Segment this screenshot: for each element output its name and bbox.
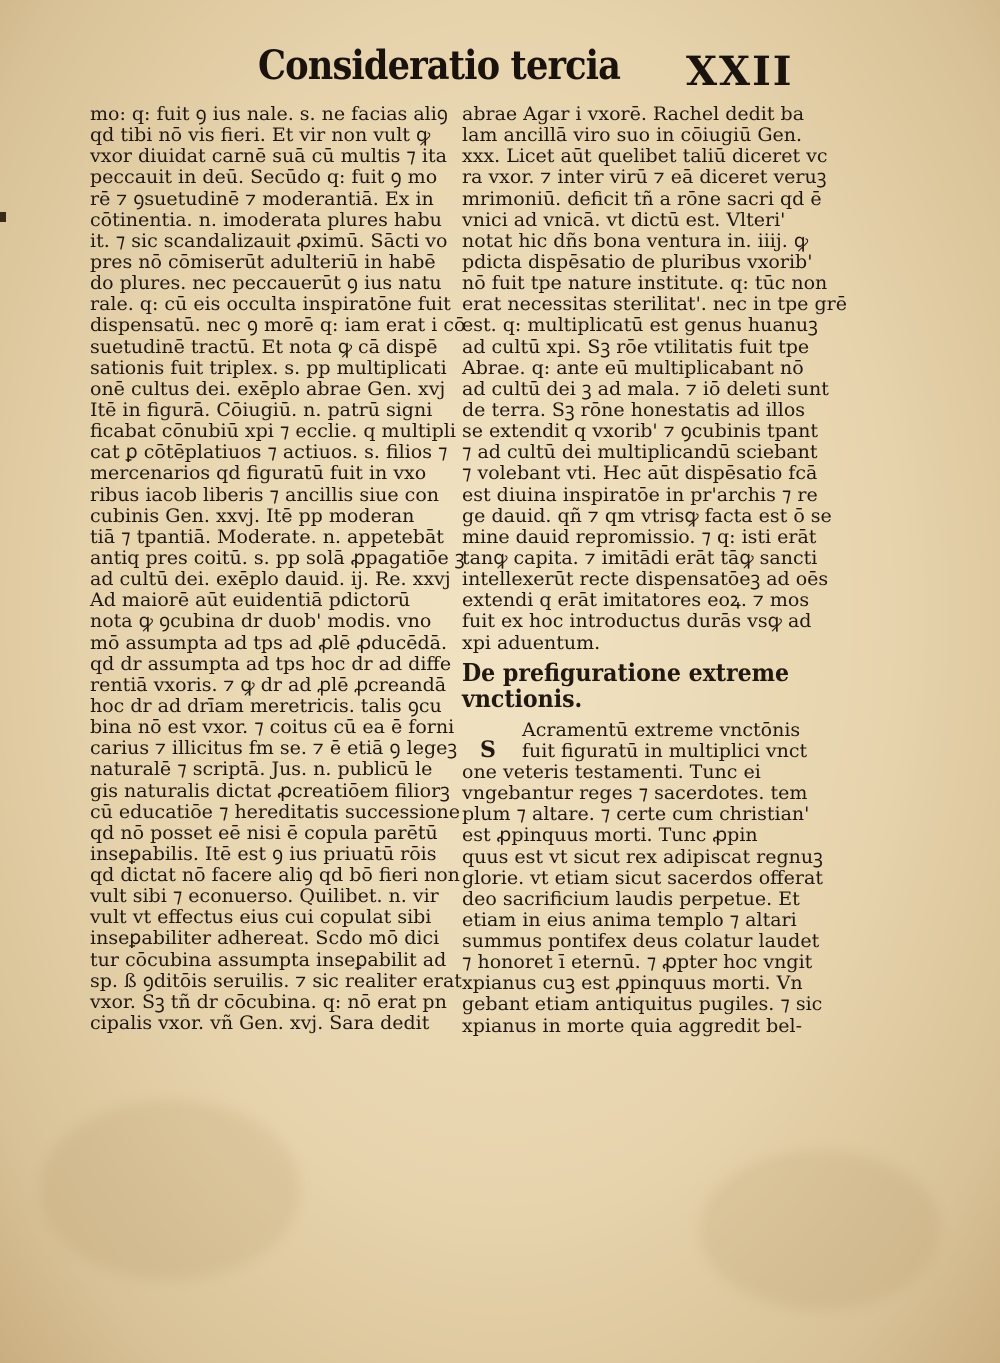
initial-letter: S [480,736,496,763]
left-column [90,103,466,1035]
text-line: gebant etiam antiquitus pugiles. ⁊ sic [462,993,823,1016]
text-line: Acramentū extreme vnctōnis [522,718,801,741]
text-line: lam ancillā viro suo in cōiugiū Gen. [462,124,803,147]
text-line: tanꝙ capita. ⁊ imitādi erāt tāꝙ sancti [462,546,818,569]
running-title: Consideratio tercia [258,42,621,89]
text-line: ad cultū dei. exēplo dauid. ij. Re. xxvj [90,568,451,591]
text-line: cū educatiōe ⁊ hereditatis successione [90,800,460,823]
section-heading-line: vnctionis. [462,683,583,713]
text-line: antiq pres coitū. s. pp solā ꝓpagatiōe ꝫ [90,546,465,569]
text-line: mine dauid repromissio. ⁊ q: isti erāt [462,525,817,548]
text-line: ⁊ honoret ī eternū. ⁊ ꝓpter hoc vngit [462,951,813,974]
text-line: fuit figuratū in multiplici vnct [522,739,808,762]
text-line: ribus iacob liberis ⁊ ancillis siue con [90,483,439,506]
text-line: qd nō posset eē nisi ē copula parētū [90,821,438,844]
text-line: se extendit q vxorib' ⁊ ꝯcubinis tpant [462,420,818,443]
text-line: summus pontifex deus colatur laudet [462,930,820,953]
text-line: cipalis vxor. vñ Gen. xvj. Sara dedit [90,1012,430,1035]
text-line: pdicta dispēsatio de pluribus vxorib' [462,250,813,273]
text-line: nō fuit tpe nature institute. q: tūc non [462,272,828,295]
text-line: etiam in eius anima templo ⁊ altari [462,908,797,931]
text-line: Itē in figurā. Cōiugiū. n. patrū signi [90,398,433,421]
text-line: rentiā vxoris. ⁊ ꝙ dr ad ꝓlē ꝓcreandā [90,673,447,696]
paper-stain [700,1150,940,1310]
text-line: cōtinentia. n. imoderata plures habu [90,208,442,231]
text-line: deo sacrificium laudis perpetue. Et [462,887,800,910]
text-line: pres nō cōmiserūt adulteriū in habē [90,250,436,273]
text-line: vult sibi ⁊ econuerso. Quilibet. n. vir [90,885,439,908]
text-line: vngebantur reges ⁊ sacerdotes. tem [462,782,808,805]
text-line: nota ꝙ ꝯcubina dr duob' modis. vno [90,610,432,633]
text-line: mercenarios qd figuratū fuit in vxo [90,462,427,485]
text-line: est ꝓpinquus morti. Tunc ꝓpin [462,824,758,847]
section-body [462,718,823,1037]
right-column [462,103,847,1037]
text-line: vxor diuidat carnē suā cū multis ⁊ ita [90,145,447,168]
text-line: rē ⁊ ꝯsuetudinē ⁊ moderantiā. Ex in [90,187,434,210]
text-line: inseꝑabilis. Itē est ꝯ ius priuatū rōis [90,842,437,865]
text-line: est diuina inspiratōe in pr'archis ⁊ re [462,483,818,506]
text-line: fuit ex hoc introductus durās vsꝙ ad [462,610,812,633]
text-line: xpianus cuꝫ est ꝓpinquus morti. Vn [462,972,803,995]
text-line: rale. q: cū eis occulta inspiratōne fuit [90,293,451,316]
text-line: cat ꝑ cōtēplatiuos ⁊ actiuos. s. filios ⁊ [90,441,448,464]
text-line: ⁊ ad cultū dei multiplicandū sciebant [462,441,818,464]
text-line: it. ⁊ sic scandalizauit ꝓximū. Sācti vo [90,229,448,252]
text-line: ⁊ volebant vti. Hec aūt dispēsatio fcā [462,462,818,485]
text-line: intellexerūt recte dispensatōeꝫ ad oēs [462,568,829,591]
text-line: vxor. Sꝫ tñ dr cōcubina. q: nō erat pn [90,990,447,1013]
text-line: gis naturalis dictat ꝓcreatiōem filiorꝫ [90,779,450,802]
text-line: glorie. vt etiam sicut sacerdos offerat [462,866,823,889]
text-line: ra vxor. ⁊ inter virū ⁊ eā diceret veruꝫ [462,166,827,189]
text-line: peccauit in deū. Secūdo q: fuit ꝯ mo [90,166,438,189]
text-line: mrimoniū. deficit tñ a rōne sacri qd ē [462,187,822,210]
text-line: qd tibi nō vis fieri. Et vir non vult ꝙ [90,124,431,147]
text-line: qd dr assumpta ad tps hoc dr ad diffe [90,652,452,675]
text-line: extendi q erāt imitatores eoꝝ. ⁊ mos [462,589,810,612]
text-line: xpianus in morte quia aggredit bel- [462,1014,802,1037]
text-line: ad cultū xpi. Sꝫ rōe vtilitatis fuit tpe [462,335,810,358]
paper-stain [40,1100,300,1280]
text-line: inseꝑabiliter adhereat. Scdo mō dici [90,927,440,950]
text-line: do plures. nec peccauerūt ꝯ ius natu [90,272,442,295]
text-line: plum ⁊ altare. ⁊ certe cum christian' [462,803,810,826]
text-line: est. q: multiplicatū est genus huanuꝫ [462,314,818,337]
text-line: de terra. Sꝫ rōne honestatis ad illos [462,398,806,421]
text-line: mo: q: fuit ꝯ ius nale. s. ne facias aliꝯ [90,103,448,125]
text-line: one veteris testamenti. Tunc ei [462,760,761,783]
text-line: abrae Agar i vxorē. Rachel dedit ba [462,103,805,125]
text-line: tiā ⁊ tpantiā. Moderate. n. appetebāt [90,525,444,548]
text-line: ficabat cōnubiū xpi ⁊ ecclie. q multipli [90,420,456,443]
text-line: ge dauid. qñ ⁊ qm vtrisꝙ facta est ō se [462,504,832,527]
text-line: carius ⁊ illicitus fm se. ⁊ ē etiā ꝯ legeꝫ [90,737,458,760]
text-line: vult vt effectus eius cui copulat sibi [90,906,432,929]
text-line: notat hic dñs bona ventura in. iiij. ꝙ [462,229,809,252]
text-line: hoc dr ad drīam meretricis. talis ꝯcu [90,694,442,717]
text-line: cubinis Gen. xxvj. Itē pp moderan [90,504,415,527]
text-line: mō assumpta ad tps ad ꝓlē ꝓducēdā. [90,631,447,654]
text-line: dispensatū. nec ꝯ morē q: iam erat i cō [90,314,466,337]
section-heading-line: De prefiguratione extreme [462,657,790,687]
text-line: Abrae. q: ante eū multiplicabant nō [462,356,804,379]
text-line: xxx. Licet aūt quelibet taliū diceret vc [462,145,828,168]
folio-number: XXII [686,48,794,95]
text-line: bina nō est vxor. ⁊ coitus cū ea ē forni [90,716,455,739]
text-line: quus est vt sicut rex adipiscat regnuꝫ [462,845,823,868]
text-line: tur cōcubina assumpta inseꝑabilit ad [90,948,447,971]
text-line: vnici ad vnicā. vt dictū est. Vlteri' [462,208,786,231]
text-line: erat necessitas sterilitat'. nec in tpe grē [462,293,847,316]
text-line: sationis fuit triplex. s. pp multiplicati [90,356,447,379]
text-line: onē cultus dei. exēplo abrae Gen. xvj [90,377,446,400]
text-line: Ad maiorē aūt euidentiā pdictorū [90,589,411,612]
text-line: suetudinē tractū. Et nota ꝙ cā dispē [90,335,438,358]
text-line: qd dictat nō facere aliꝯ qd bō fieri non [90,864,460,887]
text-line: xpi aduentum. [462,631,601,654]
right-column-text [462,103,847,654]
margin-mark [0,212,6,222]
text-line: ad cultū dei ꝫ ad mala. ⁊ iō deleti sunt [462,377,829,400]
text-line: naturalē ⁊ scriptā. Jus. n. publicū le [90,758,433,781]
text-line: sp. ß ꝯditōis seruilis. ⁊ sic realiter erat [90,969,462,992]
